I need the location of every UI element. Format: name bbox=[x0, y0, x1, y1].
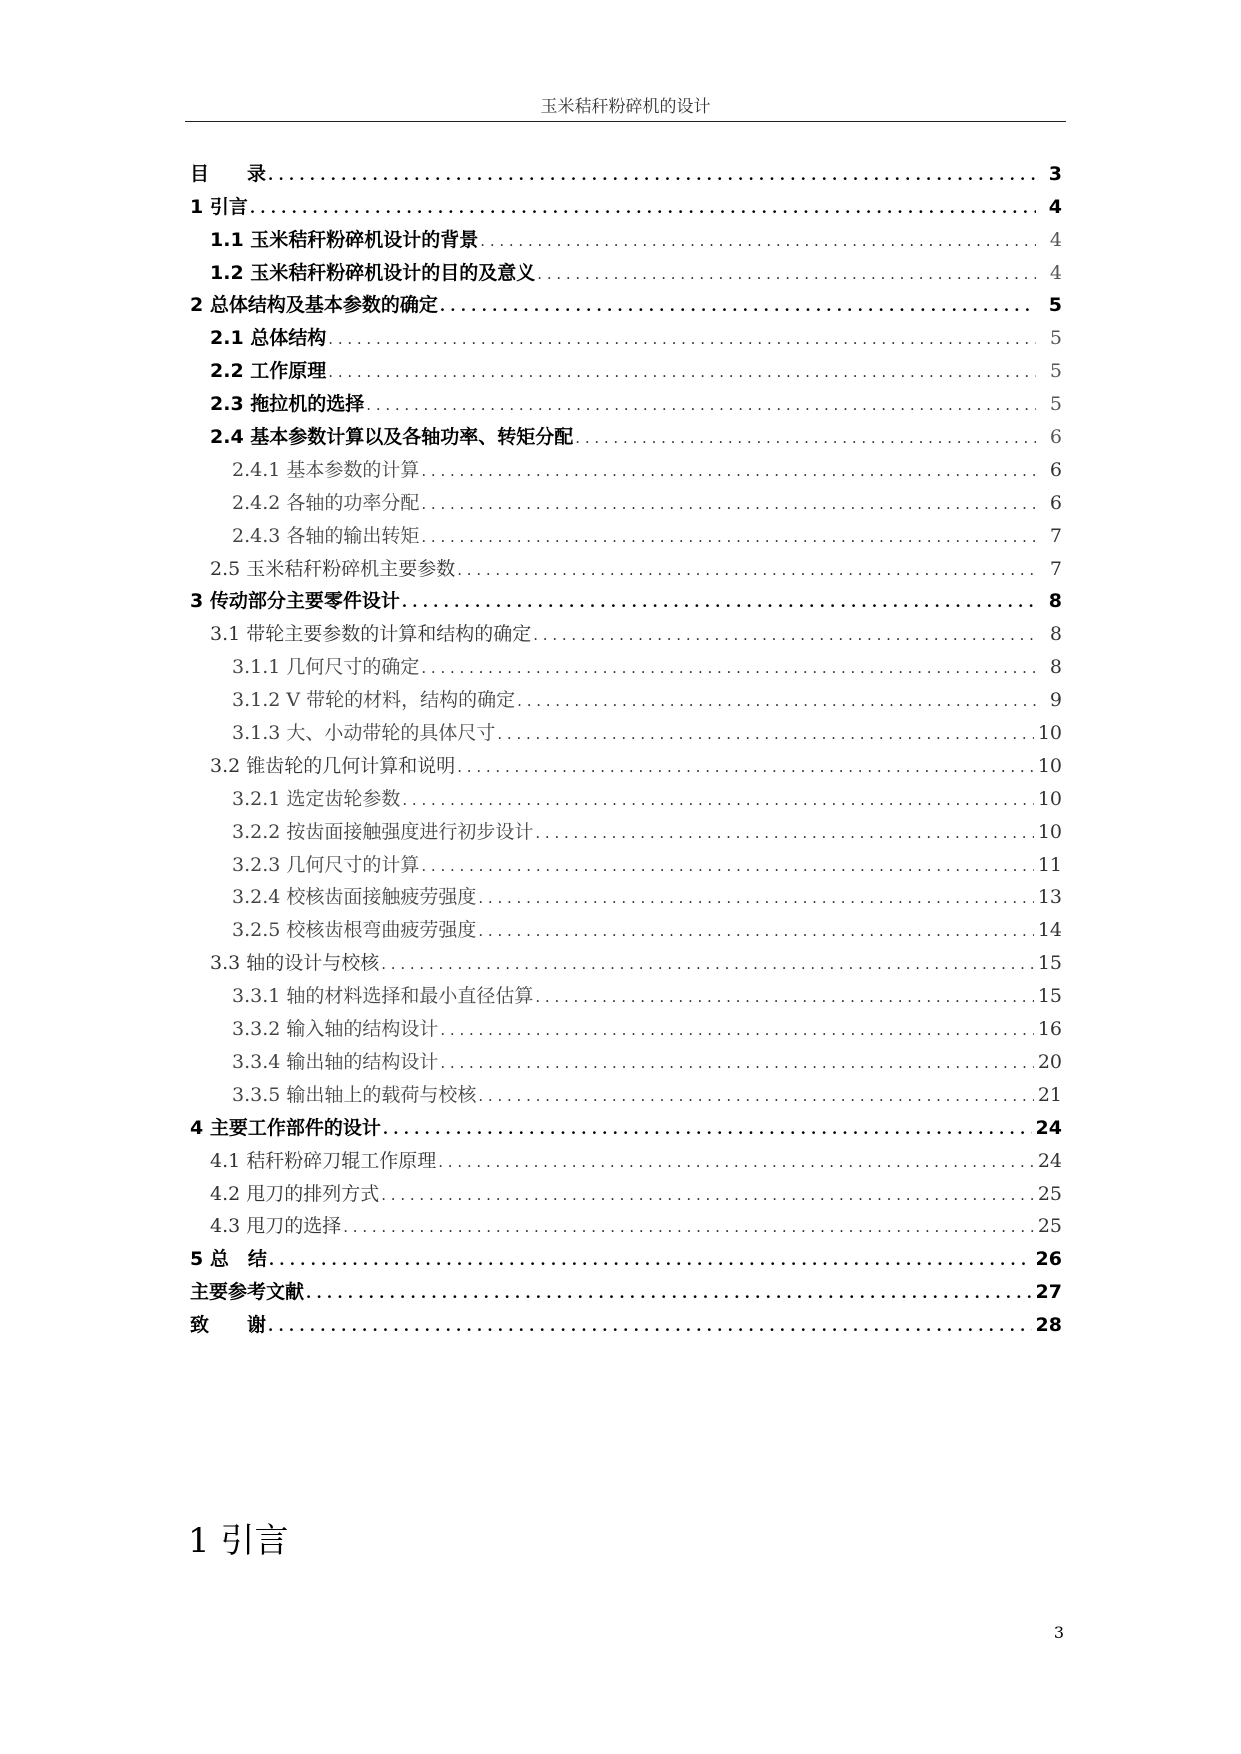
toc-entry[interactable] bbox=[190, 1008, 1062, 1041]
toc-entry[interactable] bbox=[190, 679, 1062, 712]
toc-entry-page: 6 bbox=[1049, 491, 1062, 514]
toc-entry-page: 5 bbox=[1048, 294, 1062, 317]
toc-entry[interactable] bbox=[190, 285, 1062, 318]
toc-entry-page: 10 bbox=[1037, 820, 1062, 843]
toc-entry-label: 2.4.2 各轴的功率分配 bbox=[232, 491, 420, 514]
toc-entry-label: 2 总体结构及基本参数的确定 bbox=[190, 294, 438, 317]
toc-entry[interactable] bbox=[190, 252, 1062, 285]
toc-entry-label: 2.1 总体结构 bbox=[210, 327, 327, 350]
toc-entry-page: 10 bbox=[1037, 787, 1062, 810]
toc-entry-label: 3.2.2 按齿面接触强度进行初步设计 bbox=[232, 820, 534, 843]
toc-dot-leader bbox=[440, 1019, 1033, 1041]
toc-entry-page: 7 bbox=[1049, 557, 1062, 580]
toc-entry-label: 致 谢 bbox=[190, 1314, 267, 1337]
toc-dot-leader bbox=[402, 591, 1036, 613]
toc-dot-leader bbox=[268, 1315, 1032, 1337]
toc-entry[interactable] bbox=[190, 1140, 1062, 1173]
toc-entry[interactable] bbox=[190, 745, 1062, 778]
toc-entry[interactable] bbox=[190, 844, 1062, 877]
toc-entry-label: 2.4.3 各轴的输出转矩 bbox=[232, 524, 420, 547]
toc-entry[interactable] bbox=[190, 317, 1062, 350]
toc-entry[interactable] bbox=[190, 383, 1062, 416]
toc-entry-label: 3.1.1 几何尺寸的确定 bbox=[232, 656, 420, 679]
toc-entry-page: 28 bbox=[1035, 1314, 1062, 1337]
toc-entry[interactable] bbox=[190, 153, 1062, 186]
toc-entry-page: 24 bbox=[1035, 1116, 1062, 1139]
table-of-contents bbox=[190, 153, 1062, 1337]
toc-entry-page: 3 bbox=[1048, 162, 1062, 185]
toc-dot-leader bbox=[440, 295, 1036, 317]
toc-entry[interactable] bbox=[190, 416, 1062, 449]
toc-dot-leader bbox=[457, 756, 1034, 778]
toc-entry-label: 3.1 带轮主要参数的计算和结构的确定 bbox=[210, 623, 532, 646]
toc-entry-label: 3.3 轴的设计与校核 bbox=[210, 952, 380, 975]
toc-entry[interactable] bbox=[190, 219, 1062, 252]
toc-entry-label: 2.4.1 基本参数的计算 bbox=[232, 458, 420, 481]
toc-dot-leader bbox=[366, 394, 1036, 416]
toc-entry-label: 3.3.4 输出轴的结构设计 bbox=[232, 1050, 439, 1073]
toc-entry[interactable] bbox=[190, 449, 1062, 482]
toc-entry-page: 27 bbox=[1035, 1281, 1062, 1304]
toc-entry[interactable] bbox=[190, 482, 1062, 515]
toc-entry-label: 3.3.2 输入轴的结构设计 bbox=[232, 1018, 439, 1041]
toc-dot-leader bbox=[535, 986, 1033, 1008]
toc-entry-page: 8 bbox=[1048, 590, 1062, 613]
chapter-heading: 1 引言 bbox=[188, 1521, 289, 1561]
toc-entry-page: 26 bbox=[1035, 1248, 1062, 1271]
toc-entry-page: 20 bbox=[1037, 1050, 1062, 1073]
page-number: 3 bbox=[1053, 1623, 1064, 1642]
toc-entry-label: 3.2 锥齿轮的几何计算和说明 bbox=[210, 754, 456, 777]
toc-entry[interactable] bbox=[190, 1074, 1062, 1107]
toc-entry-label: 5 总 结 bbox=[190, 1248, 267, 1271]
toc-entry-page: 15 bbox=[1037, 985, 1062, 1008]
toc-entry-label: 3 传动部分主要零件设计 bbox=[190, 590, 400, 613]
toc-dot-leader bbox=[381, 1184, 1034, 1206]
toc-entry-page: 5 bbox=[1049, 360, 1062, 383]
toc-entry[interactable] bbox=[190, 975, 1062, 1008]
toc-entry-label: 主要参考文献 bbox=[190, 1281, 305, 1304]
toc-entry-page: 15 bbox=[1037, 952, 1062, 975]
toc-entry[interactable] bbox=[190, 1304, 1062, 1337]
toc-entry-label: 3.2.3 几何尺寸的计算 bbox=[232, 853, 420, 876]
toc-entry-label: 3.3.1 轴的材料选择和最小直径估算 bbox=[232, 985, 534, 1008]
toc-entry-label: 4.2 甩刀的排列方式 bbox=[210, 1182, 380, 1205]
toc-dot-leader bbox=[575, 427, 1036, 449]
toc-entry-label: 1 引言 bbox=[190, 195, 248, 218]
toc-entry-page: 14 bbox=[1037, 919, 1062, 942]
toc-entry-label: 3.1.2 V 带轮的材料，结构的确定 bbox=[232, 689, 516, 712]
toc-dot-leader bbox=[533, 624, 1036, 646]
toc-entry-label: 2.5 玉米秸秆粉碎机主要参数 bbox=[210, 557, 456, 580]
toc-entry[interactable] bbox=[190, 909, 1062, 942]
toc-entry[interactable] bbox=[190, 581, 1062, 614]
toc-entry[interactable] bbox=[190, 1238, 1062, 1271]
toc-entry[interactable] bbox=[190, 646, 1062, 679]
toc-entry[interactable] bbox=[190, 350, 1062, 383]
toc-entry-label: 4 主要工作部件的设计 bbox=[190, 1116, 381, 1139]
toc-entry-page: 8 bbox=[1049, 623, 1062, 646]
toc-entry-page: 25 bbox=[1037, 1182, 1062, 1205]
toc-dot-leader bbox=[402, 789, 1033, 811]
toc-entry-label: 2.2 工作原理 bbox=[210, 360, 327, 383]
toc-entry-page: 4 bbox=[1049, 228, 1062, 251]
toc-entry-label: 1.1 玉米秸秆粉碎机设计的背景 bbox=[210, 228, 479, 251]
toc-entry-label: 4.1 秸秆粉碎刀辊工作原理 bbox=[210, 1149, 437, 1172]
toc-entry-page: 10 bbox=[1037, 722, 1062, 745]
toc-entry-page: 13 bbox=[1037, 886, 1062, 909]
toc-entry[interactable] bbox=[190, 548, 1062, 581]
toc-dot-leader bbox=[421, 855, 1033, 877]
toc-entry[interactable] bbox=[190, 613, 1062, 646]
toc-entry-label: 目 录 bbox=[190, 162, 267, 185]
toc-entry-page: 6 bbox=[1049, 426, 1062, 449]
toc-entry[interactable] bbox=[190, 942, 1062, 975]
running-header: 玉米秸秆粉碎机的设计 bbox=[540, 97, 711, 117]
toc-dot-leader bbox=[497, 723, 1033, 745]
toc-dot-leader bbox=[478, 1085, 1033, 1107]
toc-entry-page: 8 bbox=[1049, 656, 1062, 679]
toc-entry[interactable] bbox=[190, 811, 1062, 844]
toc-dot-leader bbox=[517, 690, 1036, 712]
toc-entry-page: 4 bbox=[1048, 195, 1062, 218]
toc-entry-page: 16 bbox=[1037, 1018, 1062, 1041]
toc-dot-leader bbox=[421, 460, 1036, 482]
toc-dot-leader bbox=[421, 657, 1036, 679]
toc-dot-leader bbox=[250, 197, 1036, 219]
toc-entry-label: 3.2.1 选定齿轮参数 bbox=[232, 787, 401, 810]
toc-entry[interactable] bbox=[190, 712, 1062, 745]
toc-entry-page: 24 bbox=[1037, 1149, 1062, 1172]
toc-entry[interactable] bbox=[190, 1173, 1062, 1206]
toc-dot-leader bbox=[480, 230, 1036, 252]
toc-entry-page: 4 bbox=[1049, 261, 1062, 284]
toc-entry-page: 9 bbox=[1049, 689, 1062, 712]
toc-dot-leader bbox=[268, 164, 1036, 186]
toc-dot-leader bbox=[381, 953, 1034, 975]
toc-dot-leader bbox=[306, 1282, 1032, 1304]
toc-entry-label: 2.3 拖拉机的选择 bbox=[210, 393, 365, 416]
toc-dot-leader bbox=[440, 1052, 1033, 1074]
toc-entry-page: 6 bbox=[1049, 458, 1062, 481]
toc-entry-label: 3.2.5 校核齿根弯曲疲劳强度 bbox=[232, 919, 477, 942]
toc-dot-leader bbox=[328, 361, 1036, 383]
toc-dot-leader bbox=[421, 526, 1036, 548]
toc-entry-label: 3.1.3 大、小动带轮的具体尺寸 bbox=[232, 722, 496, 745]
toc-entry-label: 4.3 甩刀的选择 bbox=[210, 1215, 342, 1238]
toc-entry-label: 3.3.5 输出轴上的载荷与校核 bbox=[232, 1083, 477, 1106]
toc-entry-page: 25 bbox=[1037, 1215, 1062, 1238]
toc-entry-page: 5 bbox=[1049, 327, 1062, 350]
toc-entry[interactable] bbox=[190, 1107, 1062, 1140]
toc-entry[interactable] bbox=[190, 778, 1062, 811]
toc-dot-leader bbox=[383, 1118, 1032, 1140]
toc-dot-leader bbox=[438, 1151, 1034, 1173]
toc-dot-leader bbox=[457, 559, 1036, 581]
toc-entry-label: 1.2 玉米秸秆粉碎机设计的目的及意义 bbox=[210, 261, 536, 284]
toc-entry[interactable] bbox=[190, 1271, 1062, 1304]
toc-entry-page: 10 bbox=[1037, 754, 1062, 777]
toc-dot-leader bbox=[269, 1249, 1032, 1271]
toc-entry[interactable] bbox=[190, 1206, 1062, 1239]
toc-entry-label: 3.2.4 校核齿面接触疲劳强度 bbox=[232, 886, 477, 909]
toc-dot-leader bbox=[421, 493, 1036, 515]
toc-entry-page: 5 bbox=[1049, 393, 1062, 416]
toc-entry[interactable] bbox=[190, 877, 1062, 910]
toc-entry-label: 2.4 基本参数计算以及各轴功率、转矩分配 bbox=[210, 426, 574, 449]
header-divider bbox=[185, 121, 1066, 122]
toc-entry-page: 11 bbox=[1037, 853, 1062, 876]
toc-entry-page: 21 bbox=[1037, 1083, 1062, 1106]
toc-dot-leader bbox=[478, 920, 1033, 942]
toc-entry-page: 7 bbox=[1049, 524, 1062, 547]
toc-dot-leader bbox=[328, 328, 1036, 350]
toc-dot-leader bbox=[478, 887, 1033, 909]
toc-dot-leader bbox=[343, 1216, 1034, 1238]
toc-entry[interactable] bbox=[190, 1041, 1062, 1074]
toc-dot-leader bbox=[537, 263, 1036, 285]
toc-entry[interactable] bbox=[190, 186, 1062, 219]
toc-dot-leader bbox=[535, 822, 1033, 844]
toc-entry[interactable] bbox=[190, 515, 1062, 548]
